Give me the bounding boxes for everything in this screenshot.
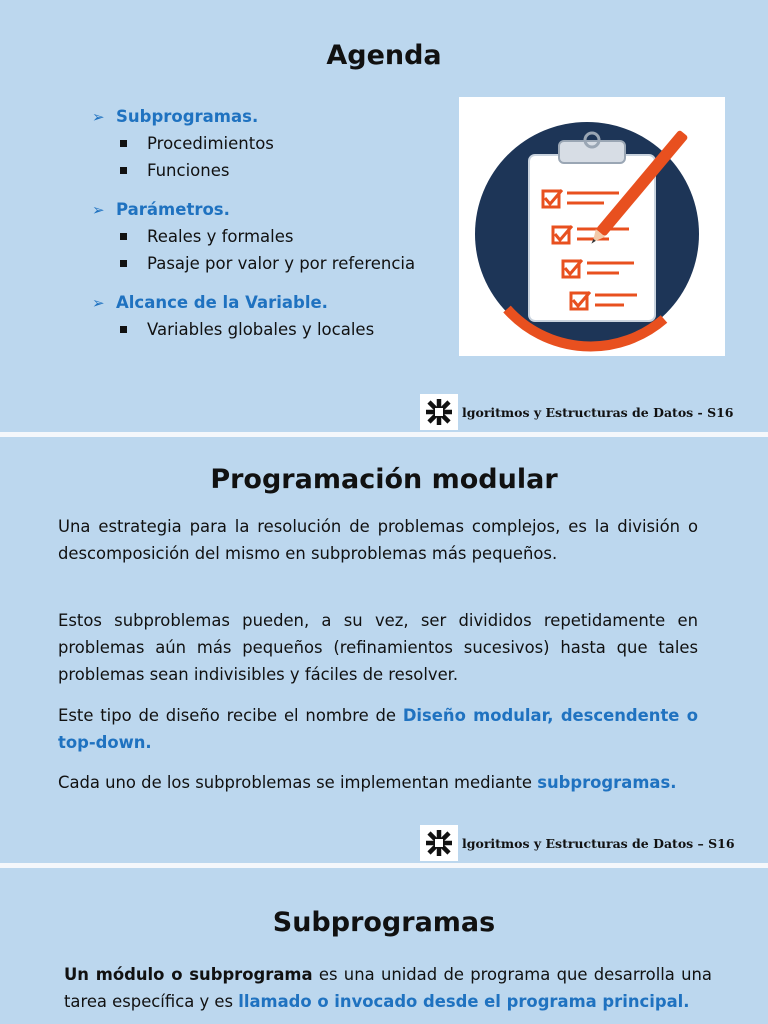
- square-bullet-icon: [120, 326, 127, 333]
- slide-footer: [420, 825, 735, 861]
- agenda-item: [92, 289, 452, 316]
- utn-logo-icon: [420, 825, 458, 861]
- agenda-subitem: [92, 316, 452, 343]
- paragraph: Una estrategia para la resolución de problemas complejos, es la división o descomposición del mismo en subproblemas más pequeños.: [58, 517, 698, 563]
- agenda-subitem-label: Variables globales y locales: [147, 320, 375, 339]
- agenda-item-label: Subprogramas.: [116, 107, 259, 126]
- agenda-item-label: Alcance de la Variable.: [116, 293, 328, 312]
- footer-text: lgoritmos y Estructuras de Datos - S16: [462, 404, 734, 420]
- square-bullet-icon: [120, 140, 127, 147]
- square-bullet-icon: [120, 233, 127, 240]
- agenda-subitem: [92, 250, 452, 277]
- agenda-item-label: Parámetros.: [116, 200, 230, 219]
- paragraph: [58, 769, 698, 796]
- agenda-subitem: [92, 223, 452, 250]
- utn-logo-icon: [420, 394, 458, 430]
- slide-title: Subprogramas: [272, 907, 496, 938]
- agenda-subitem-label: Procedimientos: [147, 134, 274, 153]
- arrow-bullet-icon: ➢: [92, 200, 105, 219]
- paragraph: [64, 961, 712, 1015]
- arrow-bullet-icon: ➢: [92, 293, 105, 312]
- slide-title: Programación modular: [210, 464, 558, 495]
- bold-term: Un módulo o subprograma: [64, 965, 313, 984]
- footer-text: lgoritmos y Estructuras de Datos – S16: [462, 835, 735, 851]
- agenda-subitem: [92, 157, 452, 184]
- arrow-bullet-icon: ➢: [92, 107, 105, 126]
- agenda-item: [92, 196, 452, 223]
- highlight-text: llamado o invocado desde el programa principal.: [238, 992, 690, 1011]
- square-bullet-icon: [120, 260, 127, 267]
- highlight-text: subprogramas.: [537, 773, 677, 792]
- paragraph: Estos subproblemas pueden, a su vez, ser divididos repetidamente en problemas aún más pequeños (refinamientos sucesivos) hasta que tales problemas sean indivisibles y fáciles de resolver.: [58, 611, 698, 684]
- paragraph-text: es una unidad de programa que desarrolla una tarea específica y es: [64, 965, 712, 1011]
- agenda-subitem-label: Funciones: [147, 161, 230, 180]
- slide-title: Agenda: [326, 40, 442, 71]
- agenda-subitem-label: Reales y formales: [147, 227, 294, 246]
- clipboard-checklist-icon: [459, 97, 725, 356]
- slide-subprogramas: [0, 868, 768, 1024]
- paragraph-text: Este tipo de diseño recibe el nombre de: [58, 706, 403, 725]
- slide-agenda: [0, 0, 768, 432]
- slide-programacion-modular: [0, 437, 768, 863]
- highlight-text: Diseño modular, descendente o top-down.: [58, 706, 698, 752]
- paragraph-text: Cada uno de los subproblemas se implementan mediante: [58, 773, 538, 792]
- agenda-item: [92, 103, 452, 130]
- agenda-list: [92, 103, 452, 343]
- slide-footer: [420, 394, 734, 430]
- square-bullet-icon: [120, 167, 127, 174]
- paragraph: [58, 702, 698, 756]
- agenda-subitem-label: Pasaje por valor y por referencia: [147, 254, 416, 273]
- agenda-subitem: [92, 130, 452, 157]
